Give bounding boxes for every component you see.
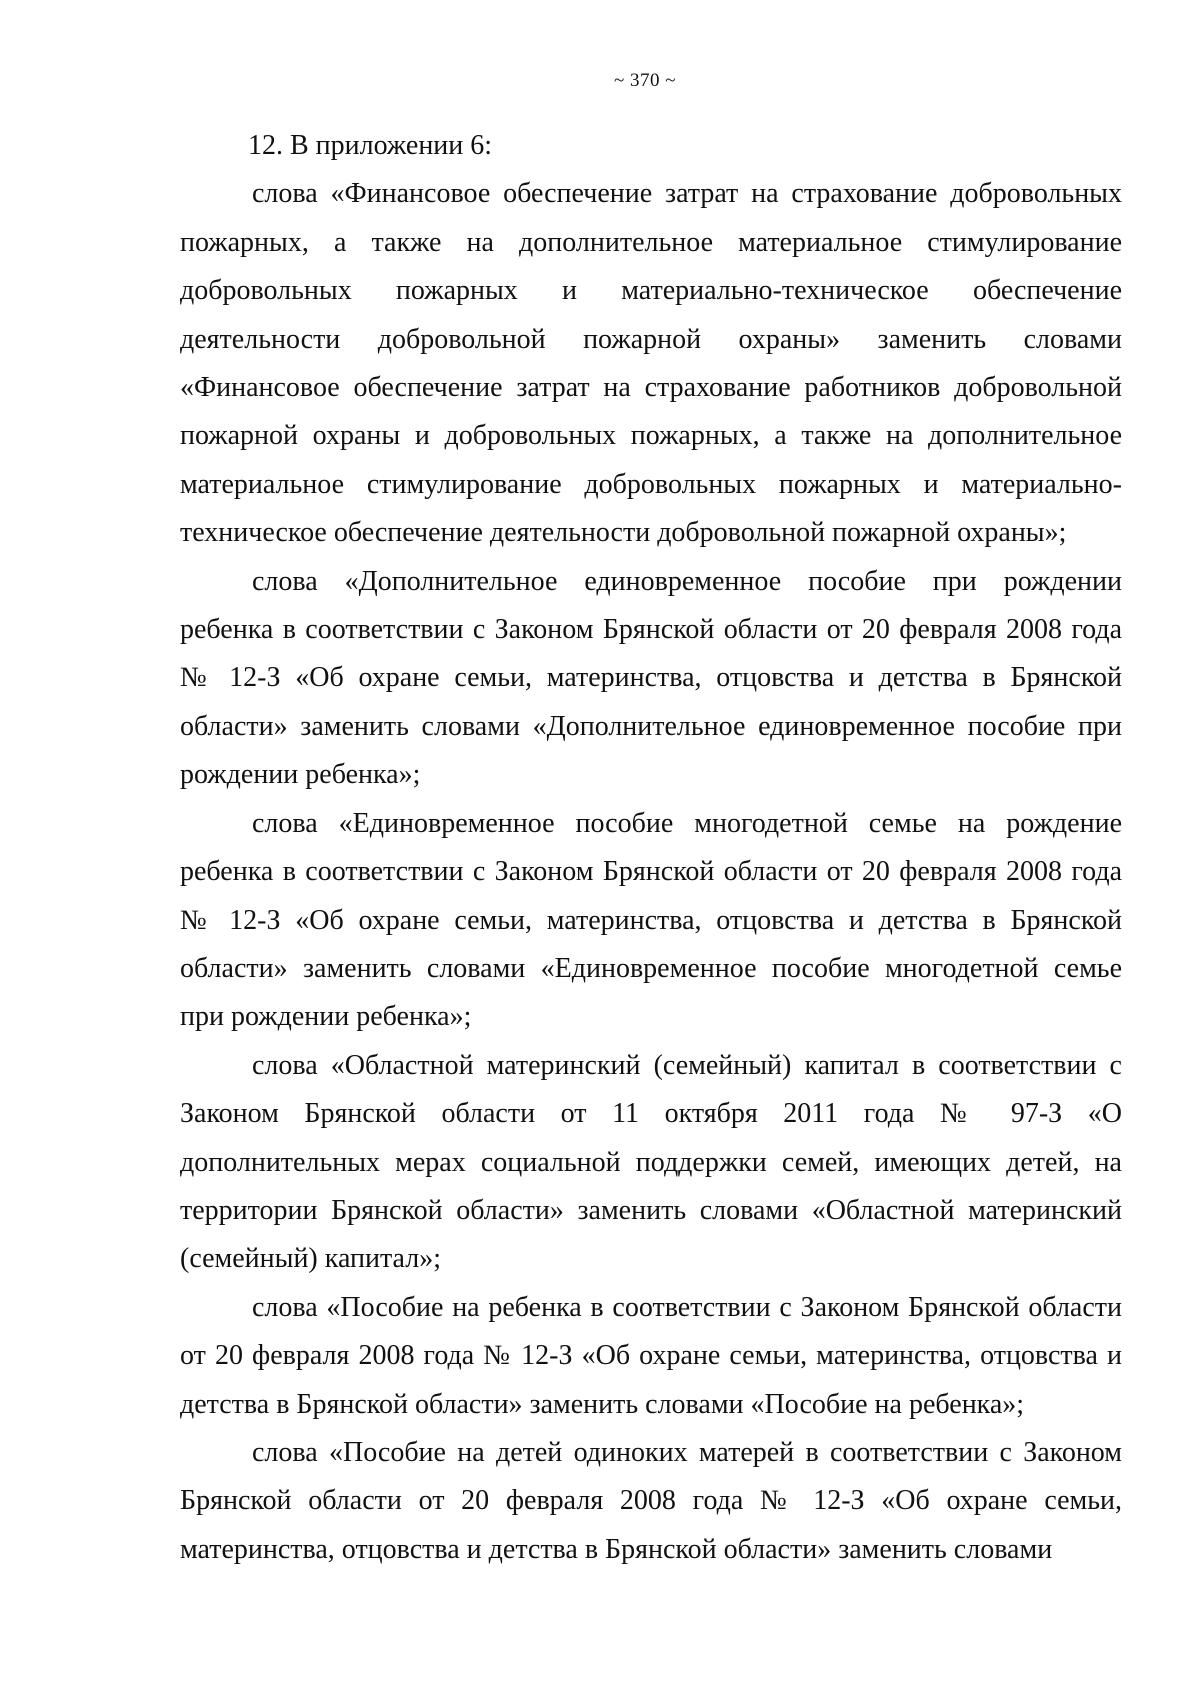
paragraph-volunteer-firefighters: слова «Финансовое обеспечение затрат на страхование добровольных пожарных, а также на дополнительное материальное стимулирование добровольных пожарных и материально-техническое обеспечение деятельности добровольной пожарной охраны» заменить словами «Финансовое обеспечение затрат на страхование работников добровольной пожарной охраны и добровольных пожарных, а также на дополнительное материальное стимулирование добровольных пожарных и материально-техническое обеспечение деятельности добровольной пожарной охраны»; xyxy=(180,178,1122,549)
paragraph-large-family-allowance: слова «Единовременное пособие многодетной семье на рождение ребенка в соответствии с Законом Брянской области от 20 февраля 2008 года № 12-З «Об охране семьи, материнства, отцовства и детства в Брянской области» заменить словами «Единовременное пособие многодетной семье при рождении ребенка»; xyxy=(180,807,1122,1033)
paragraph-birth-allowance: слова «Дополнительное единовременное пособие при рождении ребенка в соответствии с Законом Брянской области от 20 февраля 2008 года № 12-З «Об охране семьи, материнства, отцовства и детства в Брянской области» заменить словами «Дополнительное единовременное пособие при рождении ребенка»; xyxy=(180,565,1122,791)
page-number: ~ 370 ~ xyxy=(613,70,677,91)
paragraph-maternity-capital: слова «Областной материнский (семейный) капитал в соответствии с Законом Брянской области от 11 октября 2011 года № 97-З «О дополнительных мерах социальной поддержки семей, имеющих детей, на территории Брянской области» заменить словами «Областной материнский (семейный) капитал»; xyxy=(180,1049,1122,1275)
paragraph-child-allowance: слова «Пособие на ребенка в соответствии с Законом Брянской области от 20 февраля 2008 года № 12-З «Об охране семьи, материнства, отцовства и детства в Брянской области» заменить словами «Пособие на ребенка»; xyxy=(180,1291,1122,1420)
item-heading: 12. В приложении 6: xyxy=(248,130,493,161)
paragraph-single-mothers-allowance: слова «Пособие на детей одиноких матерей в соответствии с Законом Брянской области от 20 февраля 2008 года № 12-З «Об охране семьи, материнства, отцовства и детства в Брянской области» заменить словами xyxy=(180,1436,1122,1565)
document-body xyxy=(180,122,1122,1574)
